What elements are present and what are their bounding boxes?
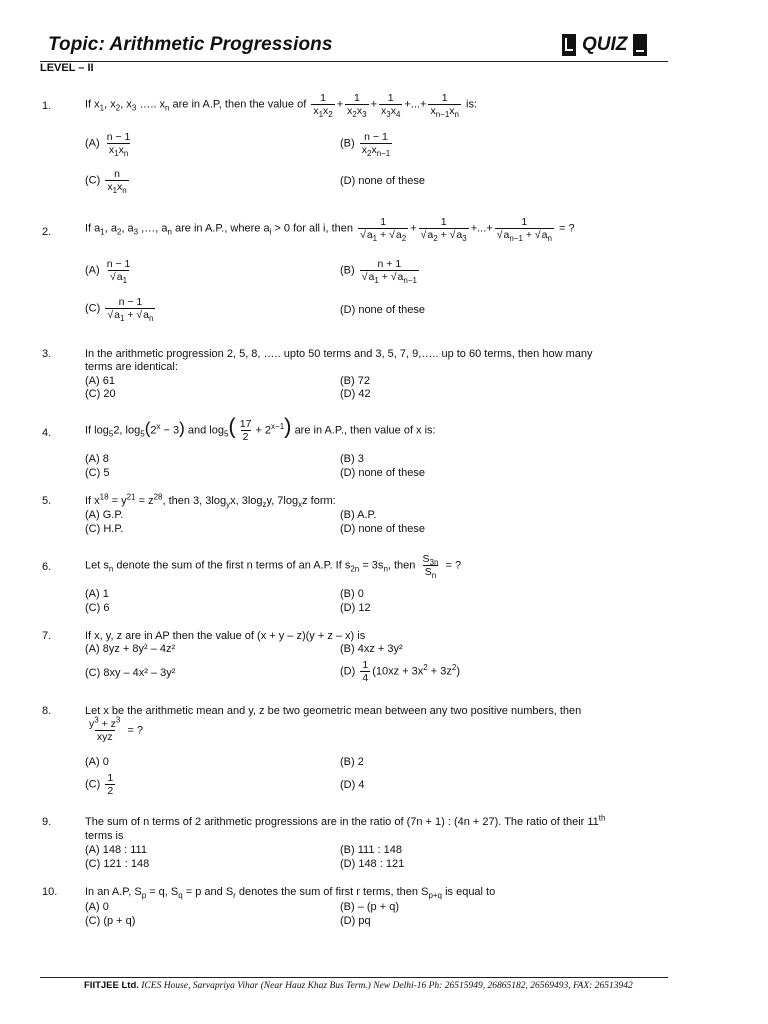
q10-text: In an A.P, $S_p = q$, $S_q = p$ and $S_r$ denotes the sum of first r terms, then $S_{p+q}$ is equal to	[85, 886, 496, 901]
q5-option-d: (D) none of these	[340, 523, 425, 535]
q4-number: 4.	[42, 427, 52, 439]
q4-text-c: are in A.P., then value of x is:	[294, 424, 436, 437]
q6-option-a: (A) 1	[85, 588, 109, 600]
q1-text-b: are in A.P, then the value of	[172, 98, 307, 111]
q7-number: 7.	[42, 630, 52, 642]
q4-option-a: (A) 8	[85, 453, 109, 465]
footer-rule	[40, 977, 668, 978]
q6-text-c: = 3s	[362, 559, 384, 572]
q2-frac-1: $\frac{1}{√a_1 + √a_2}$	[360, 216, 407, 244]
q10-number: 10.	[42, 886, 58, 898]
q6-option-d: (D) 12	[340, 602, 371, 614]
q6-number: 6.	[42, 561, 52, 573]
q10-text-b: = q, S	[149, 886, 179, 898]
q5-option-a: (A) G.P.	[85, 509, 124, 521]
q1-frac-2: $\frac{1}{x_2x_3}$	[347, 92, 367, 120]
q9-text-2: terms is	[85, 830, 124, 842]
q10-text-d: denotes the sum of first r terms, then S	[238, 886, 429, 898]
q1-option-d: (D) none of these	[340, 175, 425, 187]
q3-option-c: (C) 20	[85, 388, 116, 400]
q4-text-a: If log	[85, 424, 109, 437]
q3-option-d: (D) 42	[340, 388, 371, 400]
q3-option-a: (A) 61	[85, 375, 115, 387]
q7-text: If x, y, z are in AP then the value of (x + y – z)(y + z – x) is	[85, 630, 366, 642]
q9-option-b: (B) 111 : 148	[340, 844, 402, 856]
q8-text-2: = ?	[127, 724, 144, 737]
q2-number: 2.	[42, 226, 52, 238]
q7-option-b: (B) 4xz + 3y²	[340, 643, 403, 655]
q6-option-c: (C) 6	[85, 602, 110, 614]
q10-option-a: (A) 0	[85, 901, 109, 913]
q1-option-c-label: (C)	[85, 174, 101, 187]
header-rule	[40, 61, 668, 62]
q3-option-b: (B) 72	[340, 375, 370, 387]
q8-number: 8.	[42, 705, 52, 717]
q2-option-a: (A) $\frac{n - 1}{√a_1}$	[85, 258, 131, 286]
q8-option-a: (A) 0	[85, 756, 109, 768]
q6-text: Let $s_n$ denote the sum of the first n terms of an A.P. If $s_{2n} = 3s_n$, then $\frac{S_{3n}}{S_n}$ = ?	[85, 553, 462, 581]
q9-text: The sum of n terms of 2 arithmetic progressions are in the ratio of (7n + 1) : (4n + 27). The ratio of their 11th	[85, 813, 606, 828]
q2-option-b: (B) $\frac{n + 1}{√a_1 + √a_{n-1}}$	[340, 258, 417, 286]
q7-option-d-label: (D)	[340, 665, 356, 678]
q8-expression: $\frac{y^3 + z^3}{\text{xyz}}$ = ?	[89, 715, 144, 743]
q1-option-a-label: (A)	[85, 137, 100, 150]
q1-option-c: (C) $\frac{n}{x_1x_n}$	[85, 168, 127, 196]
q2-option-c: (C) $\frac{n - 1}{√a_1 + √a_n}$	[85, 296, 154, 324]
q1-frac-4: $\frac{1}{x_{n-1}x_n}$	[430, 92, 459, 120]
q8-option-c-label: (C)	[85, 778, 101, 791]
q5-text-a: If x	[85, 495, 100, 507]
q7-option-a: (A) 8yz + 8y² – 4z²	[85, 643, 176, 655]
q6-text-a: Let s	[85, 559, 109, 572]
q4-text-b: and log	[187, 424, 224, 437]
level-label: LEVEL – II	[40, 62, 94, 74]
q9-option-d: (D) 148 : 121	[340, 858, 405, 870]
q4-text: If $\log_52$, $\log_5(2^x - 3)$ and $\log_5$( $\frac{17}{2}$ + $2^{x-1}$) are in A.P., then value of x is:	[85, 413, 436, 443]
q1-frac-3: $\frac{1}{x_3x_4}$	[381, 92, 401, 120]
q2-option-b-label: (B)	[340, 264, 355, 277]
q10-text-e: is equal to	[445, 886, 496, 898]
q1-text: If $x_1$, $x_2$, $x_3$ ….. $x_n$ are in A.P, then the value of $\frac{1}{x_1x_2}$ + $\frac{1}{x_2x_3}$ + $\frac{1}{x_3x_4}$ +...+ $\frac{1}{x_{n-1}x_n}$ is:	[85, 92, 478, 120]
quiz-label: QUIZ	[582, 34, 628, 55]
q8-option-b: (B) 2	[340, 756, 364, 768]
q9-option-c: (C) 121 : 148	[85, 858, 150, 870]
q3-text: In the arithmetic progression 2, 5, 8, ….. upto 50 terms and 3, 5, 7, 9,….. up to 60 terms, then how many	[85, 348, 593, 360]
q1-option-b: (B) $\frac{n - 1}{x_2x_{n-1}}$	[340, 131, 391, 159]
badge-right-mark	[633, 34, 647, 56]
q4-option-c: (C) 5	[85, 467, 110, 479]
q6-text-d: , then	[387, 559, 416, 572]
q1-text-c: is:	[466, 98, 478, 111]
q9-option-a: (A) 148 : 111	[85, 844, 147, 856]
q5-text: If $x^{18} = y^{21} = z^{28}$, then 3, $3\log_yx$, $3\log_zy$, $7\log_xz$ form:	[85, 492, 336, 510]
q3-number: 3.	[42, 348, 52, 360]
q2-option-d: (D) none of these	[340, 304, 425, 316]
q2-text-c: > 0 for all i, then	[274, 222, 353, 235]
q8-text: Let x be the arithmetic mean and y, z be two geometric mean between any two positive numbers, then	[85, 705, 582, 717]
footer-text: ICES House, Sarvapriya Vihar (Near Hauz Khaz Bus Term.) New Delhi-16 Ph: 26515949, 26865182, 26569493, FAX: 26513942	[141, 981, 633, 991]
page-title: Topic: Arithmetic Progressions	[48, 34, 333, 55]
q2-option-c-label: (C)	[85, 302, 101, 315]
q3-text-2: terms are identical:	[85, 361, 178, 373]
q1-option-a: (A) $\frac{n - 1}{x_1x_n}$	[85, 131, 131, 159]
q9-number: 9.	[42, 816, 52, 828]
q8-option-c: (C) $\frac{1}{2}$	[85, 772, 114, 797]
q6-frac: $\frac{S_{3n}}{S_n}$	[422, 553, 439, 581]
q6-text-b: denote the sum of the first n terms of an A.P. If s	[116, 559, 351, 572]
q1-option-b-label: (B)	[340, 137, 355, 150]
q2-text-d: = ?	[559, 222, 575, 235]
q4-option-b: (B) 3	[340, 453, 364, 465]
q10-option-d: (D) pq	[340, 915, 371, 927]
badge-left-mark	[562, 34, 576, 56]
q7-option-d: (D) $\frac{1}{4}$ $(10xz + 3x^2 + 3z^2)$	[340, 659, 460, 684]
q2-option-a-label: (A)	[85, 264, 100, 277]
q1-frac-1: $\frac{1}{x_1x_2}$	[313, 92, 333, 120]
q10-text-c: = p and S	[185, 886, 234, 898]
q2-frac-2: $\frac{1}{√a_2 + √a_3}$	[420, 216, 467, 244]
q6-option-b: (B) 0	[340, 588, 364, 600]
q5-number: 5.	[42, 495, 52, 507]
q10-text-a: In an A.P, S	[85, 886, 142, 898]
q2-text-a: If a	[85, 222, 101, 235]
q5-option-b: (B) A.P.	[340, 509, 377, 521]
footer	[84, 980, 633, 991]
q8-option-d: (D) 4	[340, 779, 365, 791]
q10-option-b: (B) – (p + q)	[340, 901, 399, 913]
q9-text-a: The sum of n terms of 2 arithmetic progressions are in the ratio of (7n + 1) : (4n + 27). The ratio of their 11	[85, 816, 599, 828]
q7-option-c: (C) 8xy – 4x² – 3y²	[85, 667, 176, 679]
quiz-badge	[562, 32, 647, 58]
footer-brand: FIITJEE Ltd.	[84, 980, 139, 991]
q2-text-b: are in A.P., where a	[174, 222, 270, 235]
q1-number: 1.	[42, 100, 52, 112]
q6-text-e: = ?	[445, 559, 462, 572]
q2-frac-3: $\frac{1}{√a_{n-1} + √a_n}$	[496, 216, 552, 244]
q1-text-a: If x	[85, 98, 100, 111]
q4-option-d: (D) none of these	[340, 467, 425, 479]
q10-option-c: (C) (p + q)	[85, 915, 136, 927]
q2-text: If $a_1$, $a_2$, $a_3$ ,…, $a_n$ are in A.P., where $a_i > 0$ for all i, then $\frac{1}{√a_1 + √a_2}$ + $\frac{1}{√a_2 + √a_3}$ +...+ $\frac{1}{√a_{n-1} + √a_n}$ = ?	[85, 216, 575, 244]
q5-option-c: (C) H.P.	[85, 523, 124, 535]
